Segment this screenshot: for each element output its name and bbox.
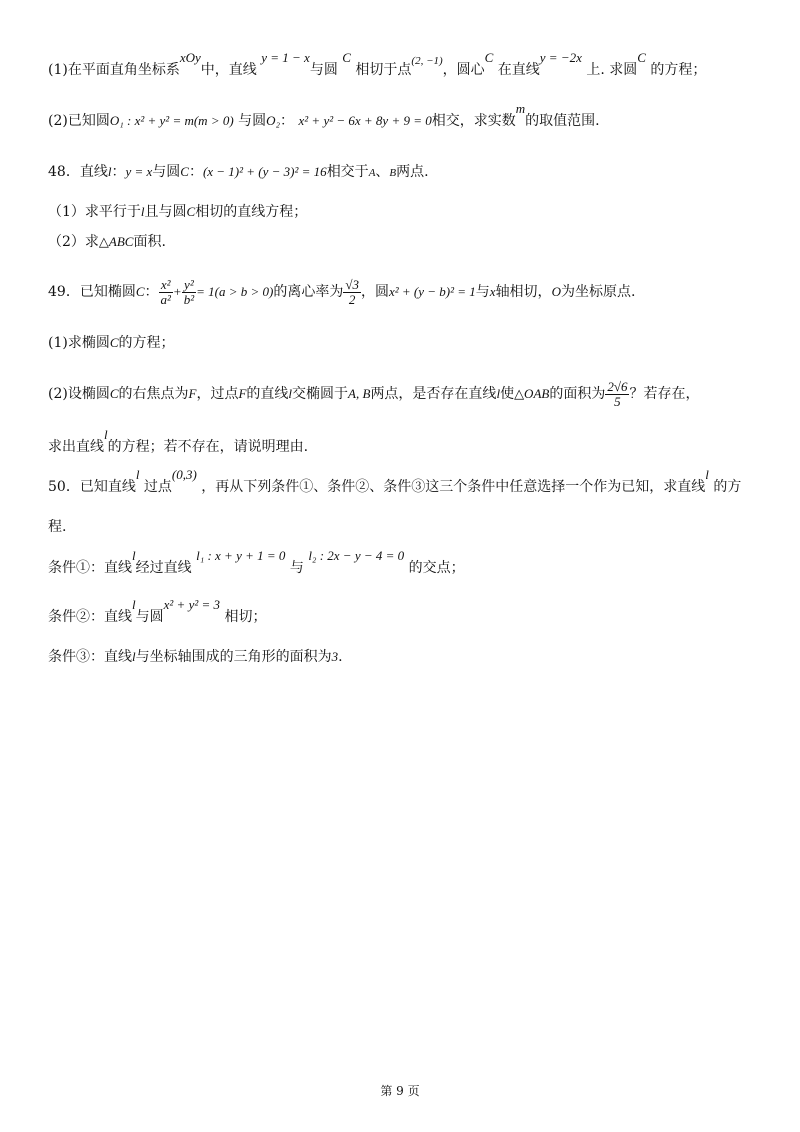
- text: 的直线: [246, 386, 289, 402]
- math: 3: [331, 649, 339, 664]
- q49-part1: [48, 328, 760, 358]
- math: m: [515, 101, 526, 116]
- text: 条件③：直线: [48, 649, 132, 665]
- math: (0,3): [171, 467, 197, 482]
- q48-part2: [48, 227, 760, 257]
- text: 为坐标原点.: [560, 284, 636, 300]
- math: C: [186, 204, 196, 219]
- math: O₂: [266, 113, 281, 128]
- text: 中，直线: [200, 62, 257, 78]
- q49-part2: [48, 372, 760, 416]
- text: 的方程；: [650, 62, 707, 78]
- text: ？若存在，: [629, 386, 700, 402]
- text: (2)已知圆: [48, 113, 110, 129]
- q50-stem-cont: [48, 512, 760, 542]
- text: 相切；: [224, 609, 267, 625]
- q50-stem: [48, 467, 760, 502]
- text: ，圆: [360, 284, 389, 300]
- math: A: [368, 167, 376, 179]
- q50-condition-2: [48, 597, 760, 632]
- text: .: [338, 649, 343, 665]
- text: 交椭圆于: [292, 386, 349, 402]
- math: C: [135, 284, 145, 299]
- math: x² + y² = 3: [163, 597, 221, 612]
- text: 在直线: [497, 62, 540, 78]
- q47-part2: [48, 101, 760, 136]
- numerator: √3: [345, 276, 359, 292]
- text: 相切的直线方程；: [195, 204, 308, 220]
- math: l: [496, 386, 501, 401]
- text: （2）求: [48, 234, 99, 250]
- text: 相交，求实数: [431, 113, 516, 129]
- math: △OAB: [514, 386, 550, 401]
- text: 的方程；若不存在，请说明理由.: [107, 439, 309, 455]
- q48-stem: [48, 157, 760, 187]
- numerator: 2√6: [607, 378, 628, 394]
- math: C: [109, 335, 119, 350]
- text: 与圆: [135, 609, 164, 625]
- math: A, B: [348, 386, 371, 401]
- text: 经过直线: [135, 560, 192, 576]
- text: 两点，是否存在直线: [370, 386, 497, 402]
- text: 相切于点: [355, 62, 412, 78]
- text: 的交点；: [408, 560, 465, 576]
- math: l: [140, 204, 145, 219]
- text: 48．直线: [48, 164, 108, 180]
- text: 的取值范围.: [525, 113, 600, 129]
- math: l: [107, 164, 112, 179]
- text: 轴相切，: [495, 284, 552, 300]
- math: C: [637, 50, 646, 65]
- math: l: [288, 386, 293, 401]
- math: +: [172, 284, 182, 299]
- math: C: [484, 50, 494, 65]
- text: ，圆心: [442, 62, 485, 78]
- denominator: a²: [160, 291, 171, 307]
- math: y = −2x: [539, 50, 582, 65]
- text: ：: [111, 164, 126, 180]
- text: 程.: [48, 519, 67, 535]
- q49-part2-cont: [48, 427, 760, 462]
- text: 求出直线: [48, 439, 104, 455]
- text: （1）求平行于: [48, 204, 141, 220]
- text: 使: [500, 386, 515, 402]
- text: 的方程；: [118, 335, 175, 351]
- text: 过点: [143, 479, 172, 495]
- text: 条件①：直线: [48, 560, 132, 576]
- text: 与圆: [238, 113, 267, 129]
- math: O₁ : x² + y² = m(m > 0): [109, 113, 234, 128]
- denominator: 5: [614, 393, 621, 409]
- text: 与坐标轴围成的三角形的面积为: [135, 649, 332, 665]
- math: C: [342, 50, 351, 65]
- fraction: [182, 278, 196, 307]
- text: 上. 求圆: [586, 62, 638, 78]
- math: (2, −1): [411, 55, 443, 67]
- math: l₂ : 2x − y − 4 = 0: [308, 548, 405, 563]
- page-number: 第 9 页: [380, 1084, 420, 1098]
- text: (2)设椭圆: [48, 386, 110, 402]
- math: l: [705, 467, 709, 482]
- text: ：: [144, 284, 159, 300]
- text: 与圆: [152, 164, 181, 180]
- text: 面积.: [133, 234, 166, 250]
- text: (1)求椭圆: [48, 335, 110, 351]
- text: 、: [375, 164, 390, 180]
- math: B: [389, 167, 397, 179]
- text: 的右焦点为: [118, 386, 189, 402]
- q48-part1: [48, 197, 760, 227]
- math: l₁ : x + y + 1 = 0: [196, 548, 286, 563]
- math: = 1(a > b > 0): [196, 284, 274, 299]
- math: l: [135, 467, 140, 482]
- math: l: [132, 597, 136, 612]
- math: F: [188, 386, 197, 401]
- math: F: [238, 386, 247, 401]
- text: 与圆: [309, 62, 338, 78]
- numerator: x²: [159, 278, 173, 293]
- text: 的面积为: [549, 386, 606, 402]
- text: 49．已知椭圆: [48, 284, 136, 300]
- text: ：: [188, 164, 203, 180]
- q49-stem: [48, 272, 760, 312]
- math: C: [180, 164, 189, 179]
- math: l: [132, 548, 136, 563]
- text: 条件②：直线: [48, 609, 132, 625]
- math: x² + y² − 6x + 8y + 9 = 0: [298, 113, 432, 128]
- text: ，过点: [196, 386, 239, 402]
- denominator: 2: [348, 291, 356, 307]
- text: 且与圆: [144, 204, 187, 220]
- math: x: [489, 284, 496, 299]
- math: l: [104, 427, 108, 442]
- q47-part1: [48, 50, 760, 85]
- text: 的方: [713, 479, 742, 495]
- text: (1)在平面直角坐标系: [48, 62, 180, 78]
- math: (x − 1)² + (y − 3)² = 16: [202, 164, 327, 179]
- math: C: [109, 386, 119, 401]
- math: xOy: [179, 50, 201, 65]
- math: △ABC: [98, 234, 134, 249]
- q50-condition-3: [48, 642, 760, 672]
- text: 相交于: [326, 164, 369, 180]
- text: 两点.: [396, 164, 429, 180]
- fraction: [343, 278, 361, 307]
- math: y = 1 − x: [261, 50, 310, 65]
- text: 与: [289, 560, 304, 576]
- q50-condition-1: [48, 548, 760, 583]
- fraction: [605, 380, 629, 409]
- text: 与: [475, 284, 490, 300]
- numerator: y²: [182, 278, 196, 293]
- math: O: [551, 284, 561, 299]
- math: y = x: [125, 164, 153, 179]
- text: 的离心率为: [273, 284, 344, 300]
- denominator: b²: [183, 291, 195, 307]
- math: l: [132, 649, 136, 664]
- fraction: [159, 278, 173, 307]
- math: x² + (y − b)² = 1: [388, 284, 476, 299]
- text: 50．已知直线: [48, 479, 136, 495]
- text: ：: [280, 113, 295, 129]
- text: ，再从下列条件①、条件②、条件③这三个条件中任意选择一个作为已知，求直线: [201, 479, 706, 495]
